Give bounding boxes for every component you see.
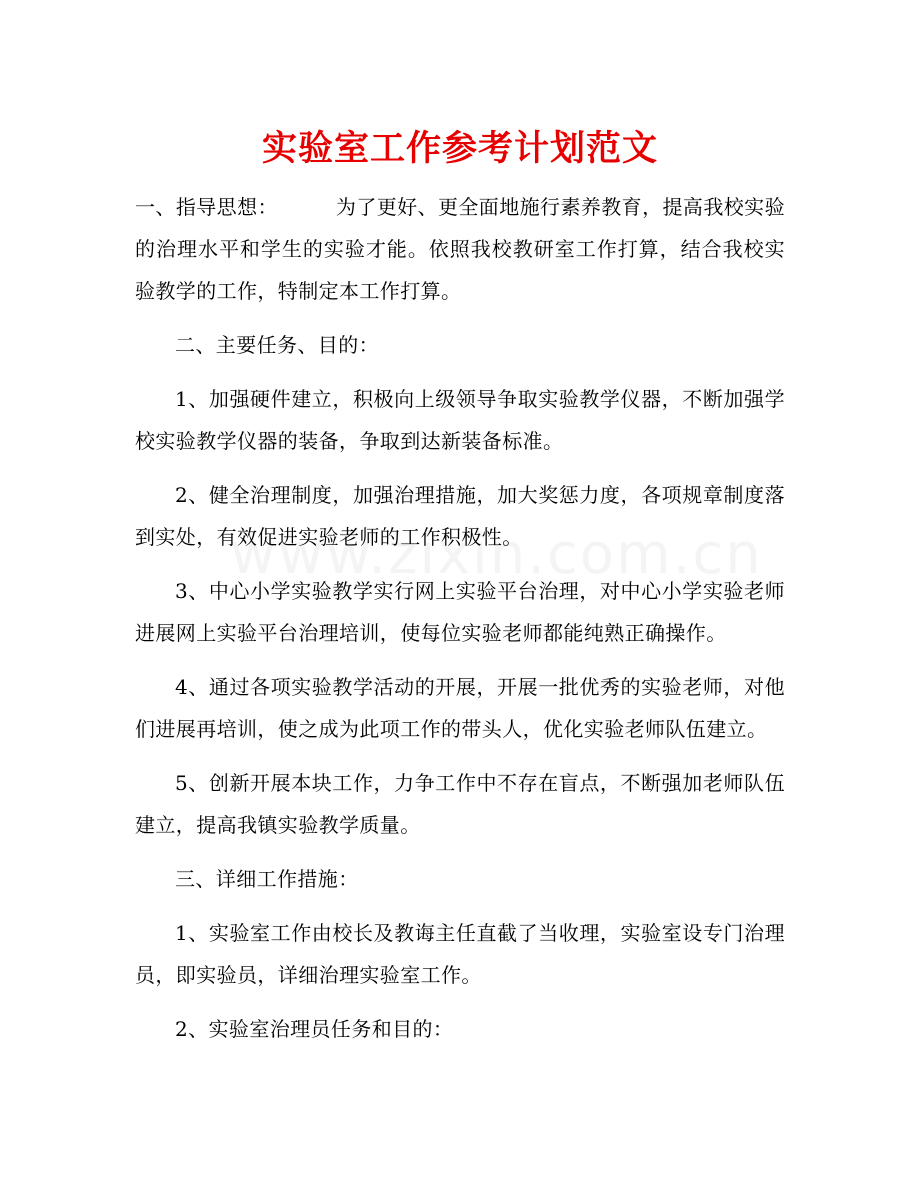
paragraph-measure-2: 2、实验室治理员任务和目的： <box>175 1017 454 1041</box>
document-title: 实验室工作参考计划范文 <box>261 128 658 169</box>
paragraph-guiding-thought <box>135 186 785 312</box>
document-body <box>135 186 785 1062</box>
paragraph-main-tasks-heading: 二、主要任务、目的： <box>175 333 379 357</box>
paragraph-measures-heading: 三、详细工作措施： <box>175 867 359 891</box>
paragraph-measure-1: 1、实验室工作由校长及教诲主任直截了当收理，实验室设专门治理员，即实验员，详细治理实验室工作。 <box>135 921 785 987</box>
paragraph-task-5: 5、创新开展本块工作，力争工作中不存在盲点，不断强加老师队伍建立，提高我镇实验教学质量。 <box>135 771 785 837</box>
paragraph-task-2: 2、健全治理制度，加强治理措施，加大奖惩力度，各项规章制度落到实处，有效促进实验老师的工作积极性。 <box>135 483 785 549</box>
paragraph-task-4: 4、通过各项实验教学活动的开展，开展一批优秀的实验老师，对他们进展再培训，使之成为此项工作的带头人，优化实验老师队伍建立。 <box>135 675 785 741</box>
paragraph-task-1: 1、加强硬件建立，积极向上级领导争取实验教学仪器，不断加强学校实验教学仪器的装备，争取到达新装备标准。 <box>135 387 785 453</box>
paragraph-task-3: 3、中心小学实验教学实行网上实验平台治理，对中心小学实验老师进展网上实验平台治理培训，使每位实验老师都能纯熟正确操作。 <box>135 579 785 645</box>
paragraph-lead: 一、指导思想： <box>135 195 278 219</box>
paragraph-text: 为了更好、更全面地施行素养教育，提高我校实验的治理水平和学生的实验才能。依照我校教研室工作打算，结合我校实验教学的工作，特制定本工作打算。 <box>135 195 785 303</box>
